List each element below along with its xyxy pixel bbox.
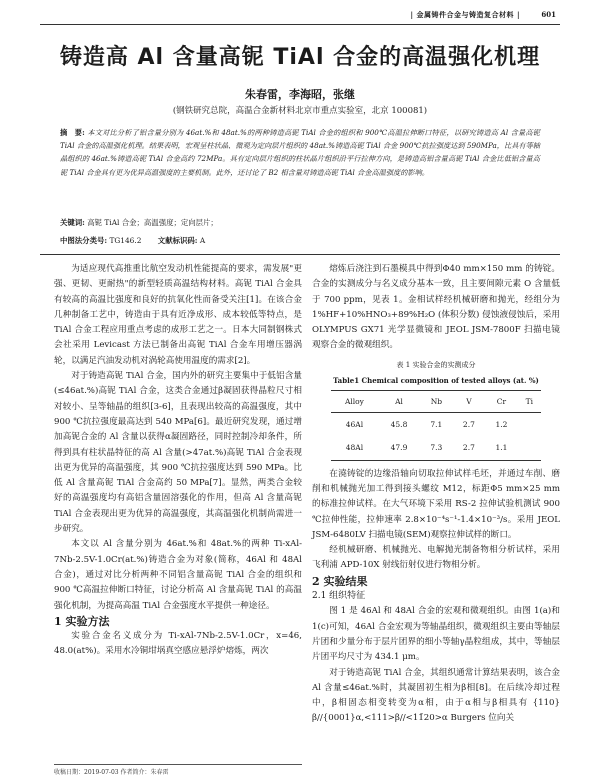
article-title: 铸造高 Al 含量高铌 TiAl 合金的高温强化机理	[59, 45, 541, 70]
section-divider	[40, 254, 560, 255]
running-header	[0, 8, 600, 24]
classification	[60, 235, 540, 246]
table-header-cell: Ti	[518, 390, 541, 412]
table-caption-en: Table1 Chemical composition of tested alloys (at. %)	[333, 375, 539, 385]
table-row	[331, 436, 541, 460]
table-cell: 2.7	[453, 436, 486, 460]
doc-code-label: 文献标识码:	[157, 236, 198, 245]
clc-value: TG146.2	[109, 236, 142, 245]
keywords	[60, 217, 540, 228]
table-cell: 7.1	[430, 420, 443, 430]
abstract	[60, 126, 540, 179]
header-rule	[40, 24, 560, 25]
table-cell: 2.7	[462, 420, 475, 430]
abstract-text: 本文对比分析了铝含量分别为 46at.%和 48at.%的两种铸造高铌 TiAl 合金的组织和 900℃高温拉伸断口特征，以研究铸造高 Al 含量高铌 TiAl 合金的高温强化机理。结果表明，宏观呈柱状晶、微观为定向层片组织的 48at.%铸造高铌 TiAl 合金 900℃抗拉强度达到 590MPa，比具有等轴晶组织的 46at.%铸造高铌 TiAl 合金高约 72MPa。具有定向层片组织的柱状晶片组织沿平行拉伸方向，是铸造高铝含量高铌 TiAl 合金比低铝含量高铌 TiAl 合金具有更为优异高温强度的主要机制。此外，还讨论了 B2 相含量对铸造高铌 TiAl 合金高温强度的影响。	[60, 128, 540, 177]
keywords-label: 关键词:	[60, 218, 85, 227]
method-paragraph-cont: 熔炼后浇注到石墨模具中得到Φ40 mm×150 mm 的铸锭。合金的实测成分与名义成分基本一致，且主要间隙元素 O 含量低于 700 ppm，见表 1。金相试样经机械研磨和抛光，经组分为 1%HF+10%HNO₃+89%H₂O (体积分数) 侵蚀液侵蚀后，采用 OLYMPUS GX71 光学显微镜和 JEOL JSM-7800F 扫描电镜观察合金的微观组织。	[312, 264, 560, 351]
section-2-heading: 2 实验结果	[312, 574, 368, 588]
keywords-value: 高铌 TiAl 合金；高温强度；定向层片；	[87, 218, 218, 227]
table-header-cell: Nb	[420, 390, 453, 412]
footnote: 收稿日期：2019-07-03 作者简介：朱春雷	[54, 764, 302, 776]
table-cell	[518, 436, 541, 460]
running-title: | 金属铸件合金与铸造复合材料 |	[410, 10, 520, 19]
results-paragraph-2: 对于铸造高铌 TiAl 合金，其组织通常计算结果表明，该合金 Al 含量≤46at.%时，其凝固初生相为β相[8]。在后续冷却过程中，β相固态相变转变为α相，由于α相与β相具有 {110}β//{0001}α,<111>β//<11̄20>α Burgers 位向关	[312, 667, 560, 724]
table-cell: 7.3	[420, 436, 453, 460]
method-paragraph-1: 实验合金名义成分为 Ti-xAl-7Nb-2.5V-1.0Cr，x=46, 48.0(at%)。采用水冷铜坩埚真空感应悬浮炉熔炼，两次	[54, 631, 302, 657]
table-cell: 47.9	[378, 436, 420, 460]
page-number: 601	[541, 10, 556, 19]
subsection-2-1-heading: 2.1 组织特征	[312, 591, 366, 602]
clc-label: 中图法分类号:	[60, 236, 108, 245]
results-paragraph-1: 图 1 是 46Al 和 48Al 合金的宏观和微观组织。由图 1(a)和 1(c)可知，46Al 合金宏观为等轴晶组织，微观组织主要由等轴层片团和少量分布于层片团界的细小等轴γ晶粒组成，其中，等轴层片团平均尺寸为 434.1 μm。	[312, 606, 560, 663]
intro-paragraph-3: 本文以 Al 含量分别为 46at.%和 48at.%的两种 Ti-xAl-7Nb-2.5V-1.0Cr(at.%)铸造合金为对象(简称，46Al 和 48Al 合金)，通过对比分析两种不同铝含量高铌 TiAl 合金的组织和 900 ℃高温拉伸断口特征，讨论分析高 Al 含量高铌 TiAl 的高温强化机制，为提高高温 TiAl 合金强度水平提供一种途径。	[54, 539, 302, 611]
table-cell	[518, 413, 541, 437]
table-row	[331, 413, 541, 437]
section-1-heading: 1 实验方法	[54, 614, 110, 628]
composition-table	[331, 390, 541, 461]
abstract-label: 摘 要:	[60, 128, 85, 137]
table-caption-cn: 表 1 实验合金的实测成分	[396, 360, 476, 369]
table-cell: 1.1	[485, 436, 518, 460]
table-cell: 45.8	[390, 420, 408, 430]
table-header-cell: V	[453, 390, 486, 412]
intro-paragraph-1: 为适应现代高推重比航空发动机性能提高的要求，需发展"更强、更韧、更耐热"的新型轻质高温结构材料。高铌 TiAl 合金具有较高的高温比强度和良好的抗氧化性而备受关注[1]。在该合金几种制备工艺中，铸造由于具有近净成形、成本较低等特点，是 TiAl 合金工程应用重点考虑的成形工艺之一。日本大同制钢株式会社采用 Levicast 方法已制备出高铌 TiAl 合金车用增压器涡轮，以满足汽油发动机对涡轮高使用温度的需求[2]。	[54, 264, 302, 366]
left-column	[54, 262, 302, 660]
method-paragraph-2: 在澆铸锭的边缘沿轴向切取拉伸试样毛坯，并通过车削、磨削和机械抛光加工得到接头螺纹 M12，标距Φ5 mm×25 mm 的标准拉伸试样。在大气环境下采用 RS-2 拉伸试验机测试 900 ℃拉伸性能，拉伸速率 2.8×10⁻⁴s⁻¹-1.4×10⁻³/s。采用 JEOL JSM-6480LV 扫描电镜(SEM)观察拉伸试样的断口。	[312, 468, 560, 540]
doc-code-value: A	[199, 236, 206, 245]
table-cell: 48Al	[331, 436, 378, 460]
method-paragraph-3: 经机械研磨、机械抛光、电解抛光制备物相分析试样，采用飞利浦 APD-10X 射线衍射仪进行物相分析。	[312, 545, 560, 571]
right-column	[312, 262, 560, 727]
article-authors: 朱春雷，李海昭，张继	[245, 88, 355, 101]
table-header-cell: Al	[378, 390, 420, 412]
table-header-cell: Cr	[485, 390, 518, 412]
table-cell: 1.2	[495, 420, 508, 430]
table-header-cell: Alloy	[331, 390, 378, 412]
table-cell: 46Al	[345, 420, 364, 430]
article-affiliation: (钢铁研究总院，高温合金新材料北京市重点实验室，北京 100081)	[172, 106, 428, 116]
intro-paragraph-2: 对于铸造高铌 TiAl 合金，国内外的研究主要集中于低铝含量(≤46at.%)高铌 TiAl 合金，这类合金通过β凝固获得晶粒尺寸相对较小、呈等轴晶的组织[3-6]，且表现出较高的高温强度，其中 900 ℃抗拉强度最高达到 540 MPa[6]。最近研究发现，通过增加高铌合金的 Al 含量以获得α凝固路径，同时控制冷却条件，所得到具有柱状晶特征的高 Al 含量(>47at.%)高铌 TiAl 合金表现出更为优异的高温强度，其 900 ℃抗拉强度达到 590 MPa。比低 Al 含量高铌 TiAl 合金高约 50 MPa[7]。显然，两类合金较好的高温强度均有高铝含量固溶强化的作用，但高 Al 含量高铌 TiAl 合金表现出更为优异的高温强度，其高温强化机制尚需进一步研究。	[54, 371, 302, 535]
